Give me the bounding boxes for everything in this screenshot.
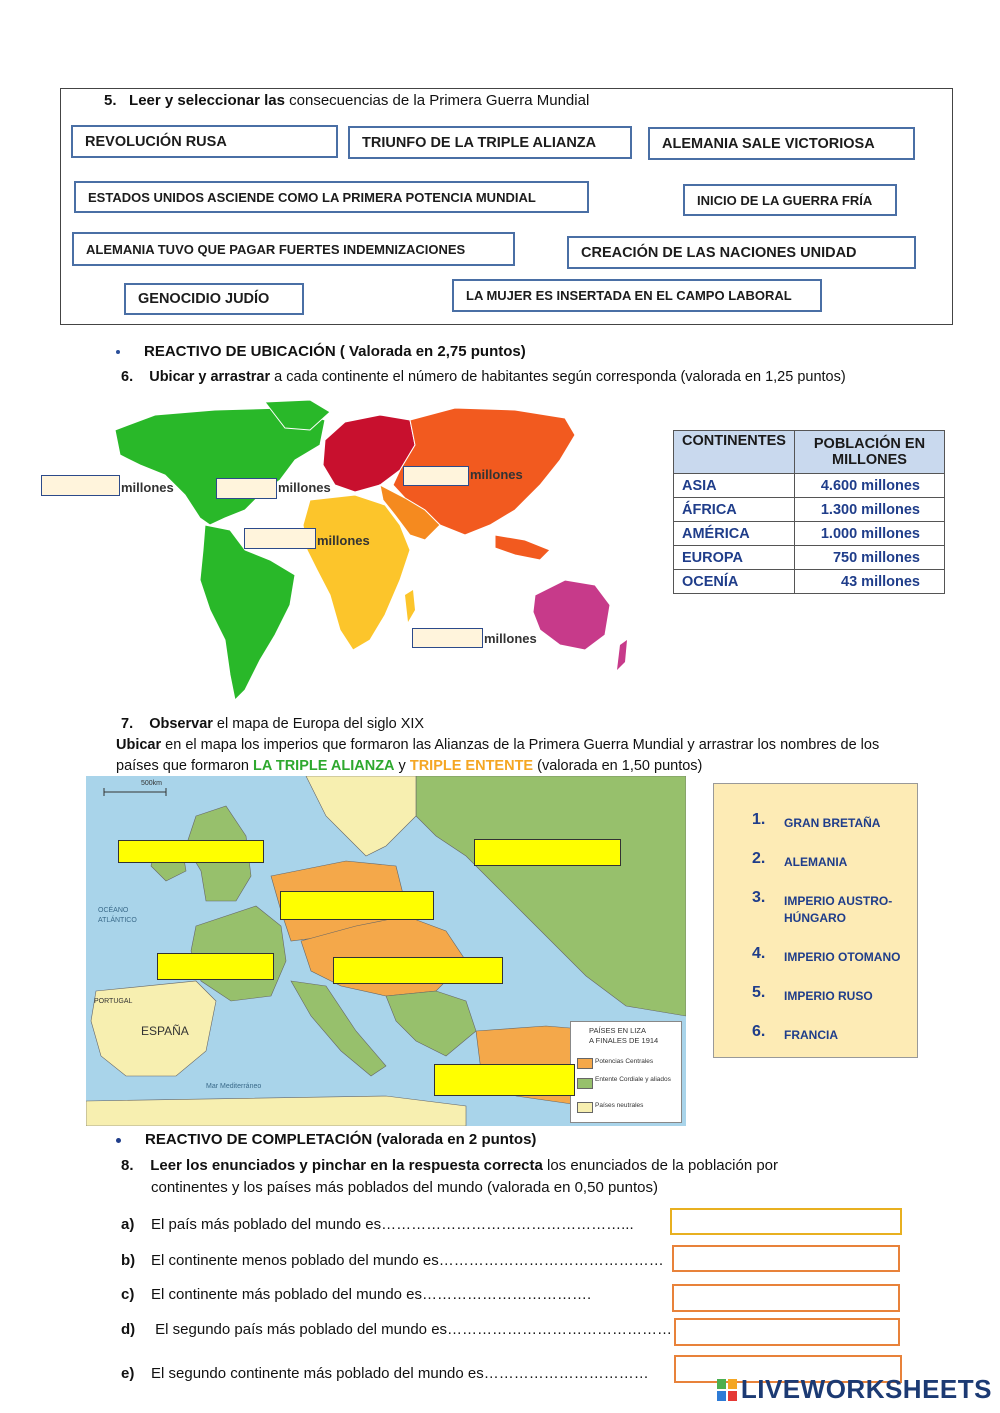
islands-shape [495,535,550,560]
millones-label: millones [470,467,523,482]
question-7-line3-a: países que formaron [116,758,254,774]
section-completacion-text: REACTIVO DE COMPLETACIÓN (valorada en 2 puntos) [145,1131,537,1148]
question-number: 8. [121,1157,134,1174]
option-mujer-campo-laboral[interactable]: LA MUJER ES INSERTADA EN EL CAMPO LABORAL [452,279,822,312]
question-7-line2-rest: en el mapa los imperios que formaron las Alianzas de la Primera Guerra Mundial y arrastrar los nombres de los [161,737,880,753]
portugal-label: PORTUGAL [94,998,133,1005]
list-text: IMPERIO OTOMANO [784,950,901,964]
answer-field-d[interactable] [674,1318,900,1346]
drop-box-ottoman[interactable] [434,1064,575,1096]
bullet-icon [116,350,120,354]
question-8-item-e [121,1365,649,1382]
world-map [95,400,655,705]
question-7-line3 [116,758,702,774]
list-number: 6. [752,1023,766,1040]
legend-item: Países neutrales [595,1102,644,1109]
section-ubicacion-text: REACTIVO DE UBICACIÓN ( Valorada en 2,75 puntos) [144,343,526,360]
table-cell: 1.300 millones [794,498,944,522]
question-8-item-b [121,1252,664,1269]
list-text: ALEMANIA [784,855,848,869]
option-guerra-fria[interactable]: INICIO DE LA GUERRA FRÍA [683,184,897,216]
scale-label: 500km [141,780,163,787]
list-number: 5. [752,984,766,1001]
africa-shape [303,495,410,650]
table-cell: 750 millones [794,546,944,570]
legend-swatch-entente [577,1078,593,1089]
answer-field-c[interactable] [672,1284,900,1312]
question-6-rest: a cada continente el número de habitantes según corresponda (valorada en 1,25 puntos) [270,369,846,385]
drop-box-america-north[interactable] [41,475,120,496]
spain-label: ESPAÑA [141,1024,189,1038]
question-6-bold: Ubicar y arrastrar [149,369,271,385]
question-7-rest: el mapa de Europa del siglo XIX [212,716,425,732]
brand-text: LIVEWORKSHEETS [740,1374,992,1404]
australia-shape [533,580,610,650]
drop-box-germany[interactable] [280,891,434,920]
question-8-item-d [121,1321,672,1338]
millones-label: millones [121,480,174,495]
question-5-rest: consecuencias de la Primera Guerra Mundial [284,92,590,109]
question-number: 7. [121,716,134,732]
list-number: 3. [752,889,766,906]
table-header: CONTINENTES [674,431,795,474]
table-row [674,498,945,522]
legend-title: PAÍSES EN LIZA A FINALES DE 1914 [589,1026,659,1045]
question-7-line2 [116,737,879,753]
item-text: El continente menos poblado del mundo es……………………………………… [151,1252,664,1269]
table-row [674,474,945,498]
europe-map [86,776,686,1126]
table-cell: EUROPA [674,546,795,570]
table-row [674,522,945,546]
question-5-bold: Leer y seleccionar las [129,92,285,109]
list-text: IMPERIO RUSO [784,989,873,1003]
drop-box-russia[interactable] [474,839,621,866]
table-row [674,570,945,594]
legend-swatch-neutral [577,1102,593,1113]
millones-label: millones [317,533,370,548]
option-revolucion-rusa[interactable]: REVOLUCIÓN RUSA [71,125,338,158]
drop-box-gran-bretana[interactable] [118,840,264,863]
list-text: FRANCIA [784,1028,838,1042]
option-genocidio-judio[interactable]: GENOCIDIO JUDÍO [124,283,304,315]
triple-alianza-label: LA TRIPLE ALIANZA [253,758,395,774]
question-number: 6. [121,369,134,385]
bullet-icon [116,1138,121,1143]
drop-box-america[interactable] [216,478,277,499]
table-header: POBLACIÓN EN MILLONES [794,431,944,474]
population-table [673,430,945,594]
option-naciones-unidad[interactable]: CREACIÓN DE LAS NACIONES UNIDAD [567,236,916,269]
legend-item: Potencias Centrales [595,1058,654,1065]
option-triunfo-triple-alianza[interactable]: TRIUNFO DE LA TRIPLE ALIANZA [348,126,632,159]
question-8-title [121,1157,778,1174]
item-text: El segundo continente más poblado del mundo es…………………………… [151,1365,649,1382]
map-legend [570,1021,682,1123]
item-letter: a) [121,1216,135,1233]
item-letter: b) [121,1252,136,1269]
question-8-rest: los enunciados de la población por [542,1157,779,1174]
item-text: El segundo país más poblado del mundo es……………………………………… [151,1321,673,1338]
drop-box-africa[interactable] [244,528,316,549]
item-text: El continente más poblado del mundo es……………………………. [151,1286,592,1303]
legend-item: Entente Cordiale y aliados [595,1076,671,1083]
option-indemnizaciones[interactable]: ALEMANIA TUVO QUE PAGAR FUERTES INDEMNIZACIONES [72,232,515,266]
item-letter: d) [121,1321,136,1338]
table-cell: OCENÍA [674,570,795,594]
answer-field-a[interactable] [670,1208,902,1235]
table-cell: ASIA [674,474,795,498]
new-zealand-shape [617,640,627,670]
countries-list-panel [713,783,918,1058]
item-letter: e) [121,1365,135,1382]
table-header-row [674,431,945,474]
list-text: GRAN BRETAÑA [784,816,881,830]
item-text: El país más poblado del mundo es…………………………………………... [151,1216,634,1233]
question-number: 5. [104,92,117,109]
table-cell: 43 millones [794,570,944,594]
millones-label: millones [484,631,537,646]
drop-box-oceania[interactable] [412,628,483,648]
madagascar-shape [405,590,415,622]
list-number: 4. [752,945,766,962]
ocean-label: OCÉANO ATLÁNTICO [98,907,137,924]
list-number: 1. [752,811,766,828]
question-7-bold: Observar [149,716,213,732]
question-8-bold: Leer los enunciados y pinchar en la respuesta correcta [150,1157,543,1174]
legend-swatch-central [577,1058,593,1069]
question-7-line2-bold: Ubicar [116,737,162,753]
option-alemania-victoriosa[interactable]: ALEMANIA SALE VICTORIOSA [648,127,915,160]
millones-label: millones [278,480,331,495]
table-cell: ÁFRICA [674,498,795,522]
table-cell: 1.000 millones [794,522,944,546]
table-cell: 4.600 millones [794,474,944,498]
option-estados-unidos-potencia[interactable]: ESTADOS UNIDOS ASCIENDE COMO LA PRIMERA POTENCIA MUNDIAL [74,181,589,213]
drop-box-austria-hungary[interactable] [333,957,503,984]
liveworksheets-logo [717,1374,992,1405]
south-america-shape [200,525,295,700]
answer-field-b[interactable] [672,1245,900,1272]
section-completacion-title [116,1131,536,1148]
section-ubicacion-title [116,343,526,360]
triple-entente-label: TRIPLE ENTENTE [409,758,534,774]
list-text: IMPERIO AUSTRO-HÚNGARO [784,894,893,925]
table-cell: AMÉRICA [674,522,795,546]
drop-box-asia[interactable] [403,466,469,486]
question-5-title [104,92,589,109]
sea-label: Mar Mediterráneo [206,1083,262,1090]
item-letter: c) [121,1286,135,1303]
question-6-title [121,369,846,385]
question-7-title [121,716,424,732]
question-7-line3-rest: (valorada en 1,50 puntos) [533,758,703,774]
question-8-item-a [121,1216,634,1233]
liveworksheets-logo-icon [717,1379,737,1401]
table-row [674,546,945,570]
question-8-item-c [121,1286,591,1303]
question-8-line2: continentes y los países más poblados del mundo (valorada en 0,50 puntos) [151,1179,658,1196]
drop-box-france[interactable] [157,953,274,980]
question-7-line3-y: y [394,758,410,774]
list-number: 2. [752,850,766,867]
north-africa-shape [86,1096,466,1126]
